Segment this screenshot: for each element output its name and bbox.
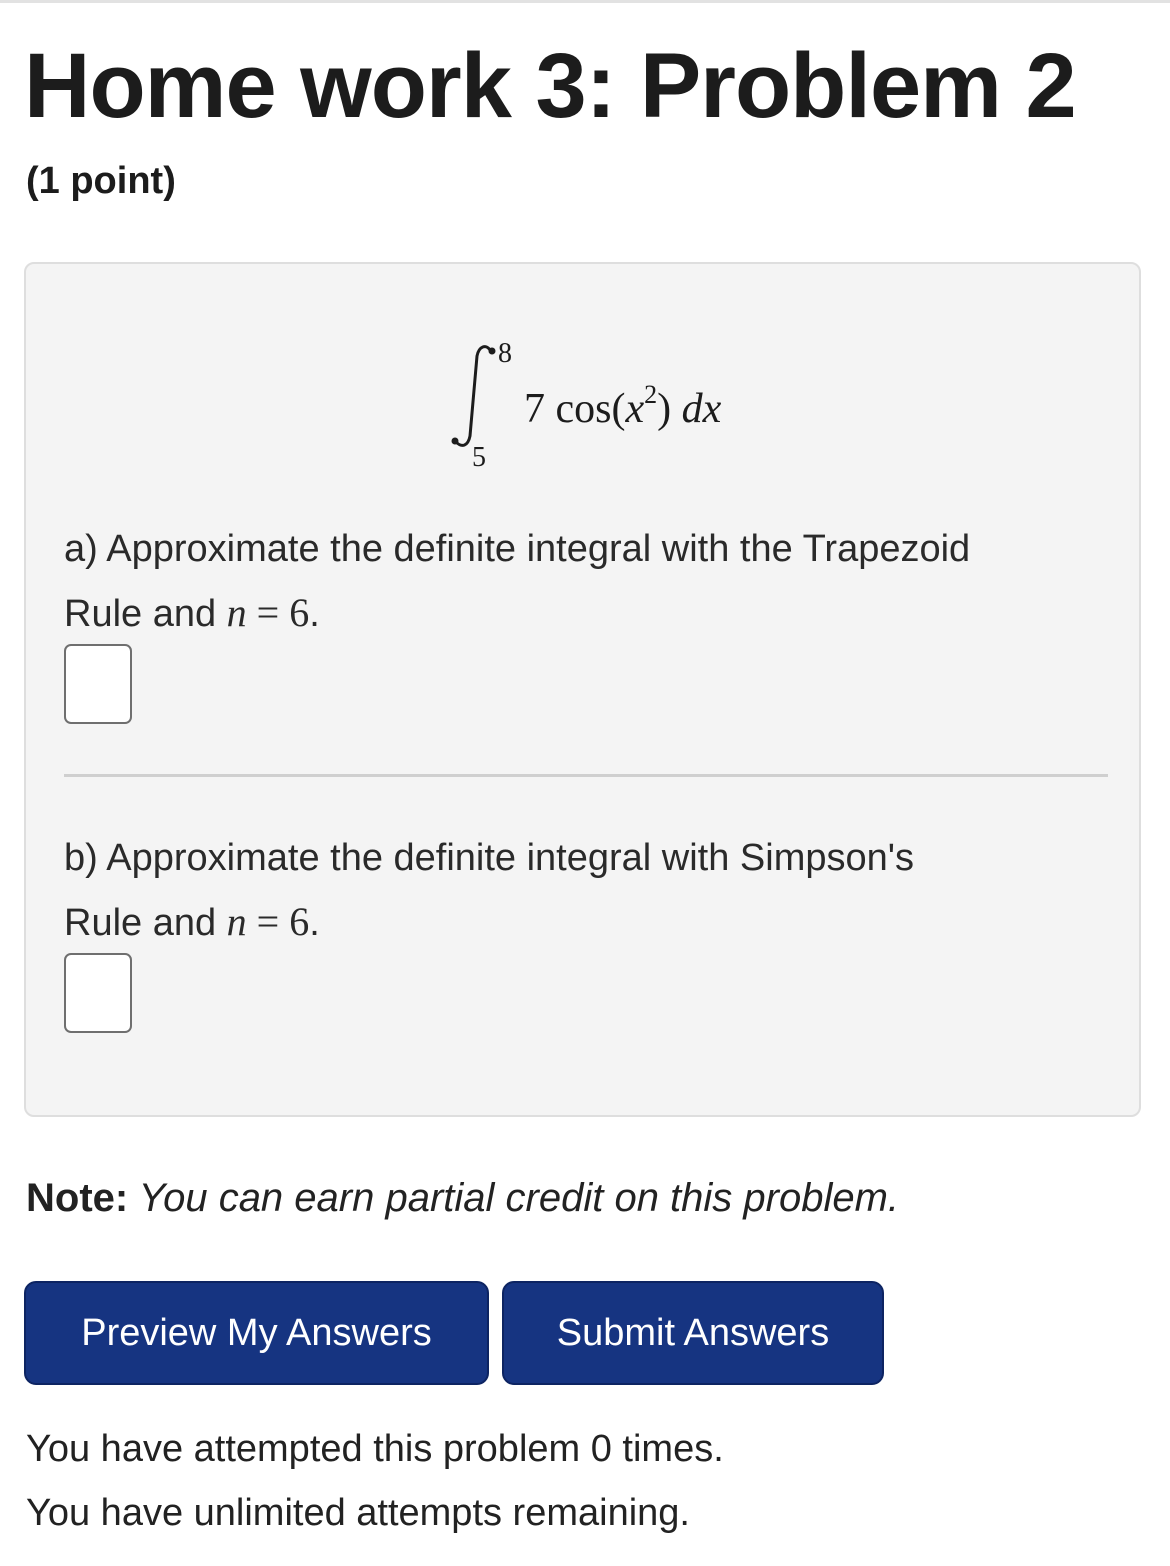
integral-lower-limit: 5: [472, 442, 486, 473]
part-a-period: .: [309, 593, 320, 635]
preview-answers-button[interactable]: Preview My Answers: [24, 1281, 489, 1385]
integrand: 7 $\cos(x^2)$ dx: [524, 380, 722, 432]
integrand-exponent: 2: [644, 380, 658, 409]
integrand-coefficient: 7: [524, 386, 545, 432]
part-a-prompt: [64, 518, 1124, 646]
part-b-prompt: [64, 827, 1124, 955]
part-a-line1: a) Approximate the definite integral with the Trapezoid: [64, 528, 971, 570]
note-label: Note:: [26, 1176, 129, 1220]
points-label: (1 point): [26, 160, 176, 202]
note-text: You can earn partial credit on this problem.: [128, 1176, 900, 1220]
problem-box: [24, 262, 1141, 1117]
part-a-line2: Rule and: [64, 593, 227, 635]
part-b-period: .: [309, 902, 320, 944]
section-divider: [64, 774, 1108, 777]
part-b-n-variable: n: [226, 899, 247, 944]
part-b-line2: Rule and: [64, 902, 227, 944]
integrand-variable: x: [625, 386, 645, 432]
integrand-differential: dx: [681, 386, 722, 432]
integral-sign: [446, 342, 506, 452]
page-title: Home work 3: Problem 2: [24, 35, 1076, 137]
part-a-n-value: = 6: [246, 590, 310, 635]
part-a-n-variable: n: [226, 590, 247, 635]
part-b-n-value: = 6: [246, 899, 310, 944]
top-divider: [0, 0, 1170, 3]
part-b-line1: b) Approximate the definite integral with Simpson's: [64, 837, 915, 879]
integrand-function: cos: [555, 386, 612, 432]
part-b-answer-field[interactable]: [64, 953, 132, 1033]
partial-credit-note: [26, 1176, 899, 1221]
attempts-status: You have attempted this problem 0 times.: [26, 1428, 724, 1470]
integral-upper-limit: 8: [498, 338, 512, 369]
part-a-answer-field[interactable]: [64, 644, 132, 724]
submit-answers-button[interactable]: Submit Answers: [502, 1281, 884, 1385]
integral-expression: [426, 332, 786, 482]
remaining-status: You have unlimited attempts remaining.: [26, 1492, 690, 1534]
